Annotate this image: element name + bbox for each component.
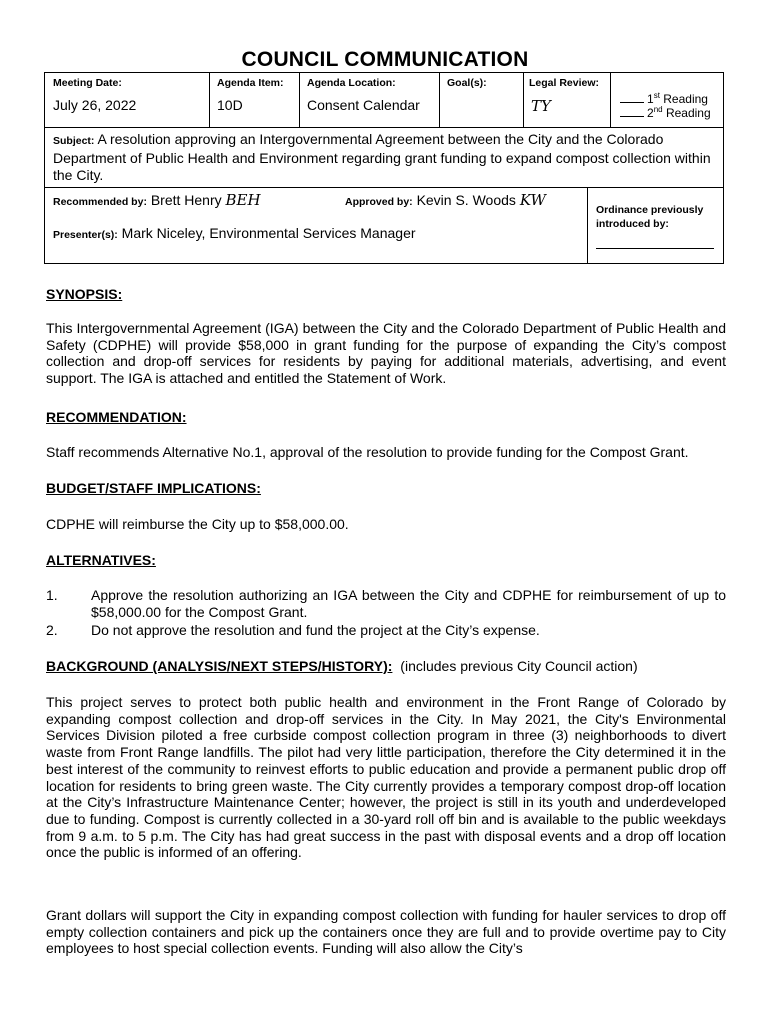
header-table (44, 72, 724, 264)
background-heading-line (46, 658, 726, 675)
ordinance-blank-line (596, 248, 714, 249)
cell-divider (587, 187, 588, 263)
cell-divider (209, 73, 210, 127)
list-item-text: Do not approve the resolution and fund the project at the City’s expense. (91, 622, 540, 638)
subject (53, 131, 719, 184)
meeting-date: July 26, 2022 (53, 97, 137, 113)
subject-text: A resolution approving an Intergovernmental Agreement between the City and the Colorado Department of Public Health and Environment regarding grant funding to expand compost collection within the City. (53, 131, 711, 183)
budget-heading: BUDGET/STAFF IMPLICATIONS: (46, 480, 261, 496)
ordinance-label-line-2: introduced by: (596, 218, 669, 230)
legal-review-initials: TY (531, 97, 551, 115)
cell-divider (439, 73, 440, 127)
budget-text: CDPHE will reimburse the City up to $58,000.00. (46, 516, 349, 532)
agenda-location: Consent Calendar (307, 97, 420, 113)
ordinance-label-line-1: Ordinance previously (596, 204, 704, 216)
synopsis-heading: SYNOPSIS: (46, 286, 123, 302)
approved-by-signature: KW (519, 191, 546, 209)
recommendation-text: Staff recommends Alternative No.1, approval of the resolution to provide funding for the Compost Grant. (46, 444, 689, 460)
list-item-number: 2. (46, 622, 58, 638)
second-reading: 2nd Reading (620, 105, 711, 120)
alternatives-heading: ALTERNATIVES: (46, 552, 156, 568)
subject-label: Subject: (53, 135, 95, 147)
meeting-date-label: Meeting Date: (53, 77, 122, 89)
recommendation-heading: RECOMMENDATION: (46, 409, 187, 425)
goals-label: Goal(s): (447, 77, 487, 89)
cell-divider (299, 73, 300, 127)
presenter-label: Presenter(s): (53, 229, 118, 241)
synopsis-text: This Intergovernmental Agreement (IGA) between the City and the Colorado Department of Public Health and Safety (CDPHE) will provide $58,000 in grant funding for the purpose of expanding the City’s compost collection and drop-off services for residents by paying for additional materials, advertising, and event support. The IGA is attached and entitled the Statement of Work. (46, 320, 726, 387)
agenda-item: 10D (217, 97, 243, 113)
row-divider (45, 187, 723, 188)
agenda-location-label: Agenda Location: (307, 77, 396, 89)
page-title: COUNCIL COMMUNICATION (241, 48, 529, 71)
approved-by (345, 191, 546, 209)
approved-by-name: Kevin S. Woods (416, 192, 516, 208)
background-paragraph-2: Grant dollars will support the City in expanding compost collection with funding for hauler services to drop off empty collection containers and pick up the containers once they are full and to provide overtime pay to City employees to host special collection events. Funding will also allow the City’s (46, 907, 726, 957)
background-heading: BACKGROUND (ANALYSIS/NEXT STEPS/HISTORY): (46, 658, 393, 674)
background-paragraph-1: This project serves to protect both public health and environment in the Front Range of Colorado by expanding compost collection and drop-off services in the City. In May 2021, the City's Environmental Services Division piloted a free curbside compost collection program in three (3) neighborhoods to divert waste from Front Range landfills. The pilot had very little participation, therefore the City determined it in the best interest of the community to reinvest efforts to public education and provide a permanent public drop off location for residents to bring green waste. The City currently provides a temporary compost drop-off location at the City’s Infrastructure Maintenance Center; however, the project is still in its youth and underdeveloped due to funding. Compost is currently collected in a 30-yard roll off bin and is available to the public weekdays from 9 a.m. to 5 p.m. The City has had great success in the past with disposal events and a drop off location once the public is informed of an offering. (46, 694, 726, 861)
recommended-by (53, 191, 261, 209)
background-note: (includes previous City Council action) (400, 658, 638, 674)
presenter (53, 225, 416, 241)
list-item-text: Approve the resolution authorizing an IGA between the City and CDPHE for reimbursement of up to $58,000.00 for the Compost Grant. (91, 587, 726, 620)
recommended-by-name: Brett Henry (150, 192, 222, 208)
second-reading-label: Reading (665, 106, 711, 120)
cell-divider (610, 73, 611, 127)
first-reading-label: Reading (663, 92, 708, 106)
agenda-item-label: Agenda Item: (217, 77, 284, 89)
approved-by-label: Approved by: (345, 196, 413, 208)
recommended-by-signature: BEH (225, 191, 261, 209)
row-divider (45, 127, 723, 128)
first-reading: 1st Reading (620, 91, 708, 106)
recommended-by-label: Recommended by: (53, 196, 147, 208)
cell-divider (523, 73, 524, 127)
list-item-number: 1. (46, 587, 58, 603)
legal-review-label: Legal Review: (529, 77, 600, 89)
presenter-name: Mark Niceley, Environmental Services Manager (121, 225, 416, 241)
